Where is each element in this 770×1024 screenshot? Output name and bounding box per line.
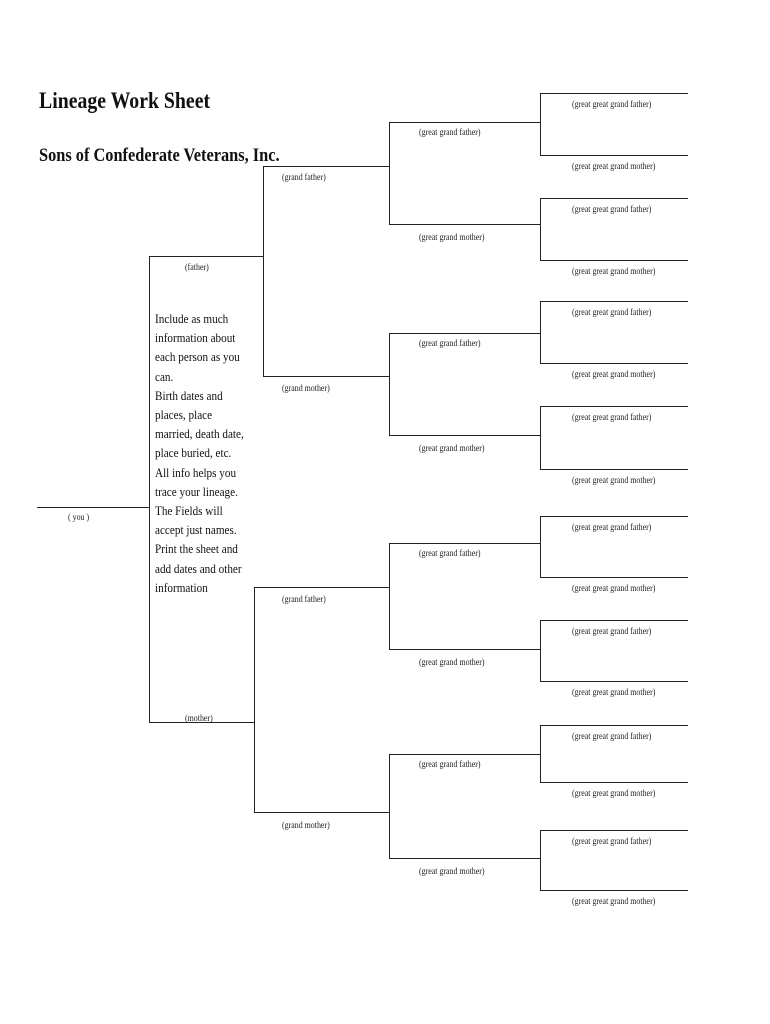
great-great-grandparent-field-line <box>540 577 688 578</box>
great-great-grandparent-field-line <box>540 406 688 407</box>
great-grandparent-bracket <box>540 830 541 891</box>
great-great-grand-father-label[interactable]: (great great grand father) <box>572 836 652 846</box>
great-grandparent-bracket <box>540 198 541 261</box>
mother-label[interactable]: (mother) <box>185 713 213 723</box>
great-great-grand-mother-label[interactable]: (great great grand mother) <box>572 475 656 485</box>
great-great-grand-father-label[interactable]: (great great grand father) <box>572 731 652 741</box>
great-great-grand-father-label[interactable]: (great great grand father) <box>572 522 652 532</box>
great-grandparent-field-line <box>389 754 540 755</box>
great-great-grand-father-label[interactable]: (great great grand father) <box>572 99 652 109</box>
great-grand-mother-label[interactable]: (great grand mother) <box>419 866 485 876</box>
grandparent-bracket <box>389 543 390 650</box>
instruction-line: All info helps you <box>155 464 237 480</box>
great-grand-father-label[interactable]: (great grand father) <box>419 338 481 348</box>
grand-mother-label[interactable]: (grand mother) <box>282 383 330 393</box>
great-grandparent-bracket <box>540 301 541 364</box>
great-great-grandparent-field-line <box>540 725 688 726</box>
instructions-text <box>155 309 250 597</box>
great-grandparent-bracket <box>540 516 541 578</box>
great-great-grand-father-label[interactable]: (great great grand father) <box>572 626 652 636</box>
great-great-grand-father-label[interactable]: (great great grand father) <box>572 204 652 214</box>
parents-bracket <box>149 256 150 723</box>
great-great-grand-mother-label[interactable]: (great great grand mother) <box>572 788 656 798</box>
great-grandparent-field-line <box>389 122 540 123</box>
great-grandparent-bracket <box>540 406 541 470</box>
instruction-line: places, place <box>155 407 213 423</box>
great-great-grandparent-field-line <box>540 681 688 682</box>
great-grandparent-field-line <box>389 649 540 650</box>
grand-father-label[interactable]: (grand father) <box>282 594 326 604</box>
great-grandparent-bracket <box>540 725 541 783</box>
great-grandparent-field-line <box>389 224 540 225</box>
instruction-line: Include as much <box>155 311 229 326</box>
great-great-grandparent-field-line <box>540 782 688 783</box>
great-grand-father-label[interactable]: (great grand father) <box>419 548 481 558</box>
great-great-grand-father-label[interactable]: (great great grand father) <box>572 412 652 422</box>
great-grandparent-field-line <box>389 435 540 436</box>
great-great-grandparent-field-line <box>540 198 688 199</box>
grandparent-bracket <box>389 333 390 436</box>
instruction-line: can. <box>155 368 174 384</box>
instruction-line: trace your lineage. <box>155 483 238 499</box>
instruction-line: Birth dates and <box>155 387 223 403</box>
great-great-grand-mother-label[interactable]: (great great grand mother) <box>572 687 656 697</box>
page-title: Lineage Work Sheet <box>39 88 211 113</box>
great-grandparent-field-line <box>389 333 540 334</box>
instruction-line: Print the sheet and <box>155 541 238 557</box>
great-grandparent-bracket <box>540 620 541 682</box>
great-great-grand-father-label[interactable]: (great great grand father) <box>572 307 652 317</box>
great-great-grandparent-field-line <box>540 890 688 891</box>
great-great-grandparent-field-line <box>540 830 688 831</box>
you-label[interactable]: ( you ) <box>68 512 90 522</box>
organization-name: Sons of Confederate Veterans, Inc. <box>39 145 280 166</box>
great-great-grand-mother-label[interactable]: (great great grand mother) <box>572 896 656 906</box>
father-field-line <box>149 256 263 257</box>
grandparent-bracket <box>389 122 390 225</box>
great-grandparent-bracket <box>540 93 541 156</box>
great-grand-father-label[interactable]: (great grand father) <box>419 127 481 137</box>
you-field-line <box>37 507 149 508</box>
grand-mother-label[interactable]: (grand mother) <box>282 820 330 830</box>
grandparent-field-line <box>254 587 389 588</box>
great-grand-mother-label[interactable]: (great grand mother) <box>419 232 485 242</box>
great-grand-father-label[interactable]: (great grand father) <box>419 759 481 769</box>
great-great-grandparent-field-line <box>540 620 688 621</box>
paternal-bracket <box>263 166 264 377</box>
great-great-grandparent-field-line <box>540 363 688 364</box>
great-great-grandparent-field-line <box>540 516 688 517</box>
great-great-grandparent-field-line <box>540 93 688 94</box>
great-great-grand-mother-label[interactable]: (great great grand mother) <box>572 369 656 379</box>
great-great-grand-mother-label[interactable]: (great great grand mother) <box>572 161 656 171</box>
grand-father-label[interactable]: (grand father) <box>282 172 326 182</box>
great-great-grand-mother-label[interactable]: (great great grand mother) <box>572 583 656 593</box>
instruction-line: add dates and other <box>155 560 242 576</box>
great-grand-mother-label[interactable]: (great grand mother) <box>419 657 485 667</box>
great-great-grand-mother-label[interactable]: (great great grand mother) <box>572 266 656 276</box>
great-great-grandparent-field-line <box>540 469 688 470</box>
grandparent-field-line <box>263 376 389 377</box>
instruction-line: accept just names. <box>155 522 237 538</box>
great-grandparent-field-line <box>389 858 540 859</box>
great-great-grandparent-field-line <box>540 260 688 261</box>
great-grand-mother-label[interactable]: (great grand mother) <box>419 443 485 453</box>
grandparent-field-line <box>263 166 389 167</box>
great-great-grandparent-field-line <box>540 155 688 156</box>
instruction-line: The Fields will <box>155 503 223 519</box>
grandparent-bracket <box>389 754 390 859</box>
great-great-grandparent-field-line <box>540 301 688 302</box>
maternal-bracket <box>254 587 255 813</box>
instruction-line: information <box>155 579 208 595</box>
instruction-line: information about <box>155 330 236 346</box>
grandparent-field-line <box>254 812 389 813</box>
great-grandparent-field-line <box>389 543 540 544</box>
father-label[interactable]: (father) <box>185 262 209 272</box>
instruction-line: each person as you <box>155 349 240 365</box>
instruction-line: place buried, etc. <box>155 445 232 461</box>
instruction-line: married, death date, <box>155 426 244 442</box>
